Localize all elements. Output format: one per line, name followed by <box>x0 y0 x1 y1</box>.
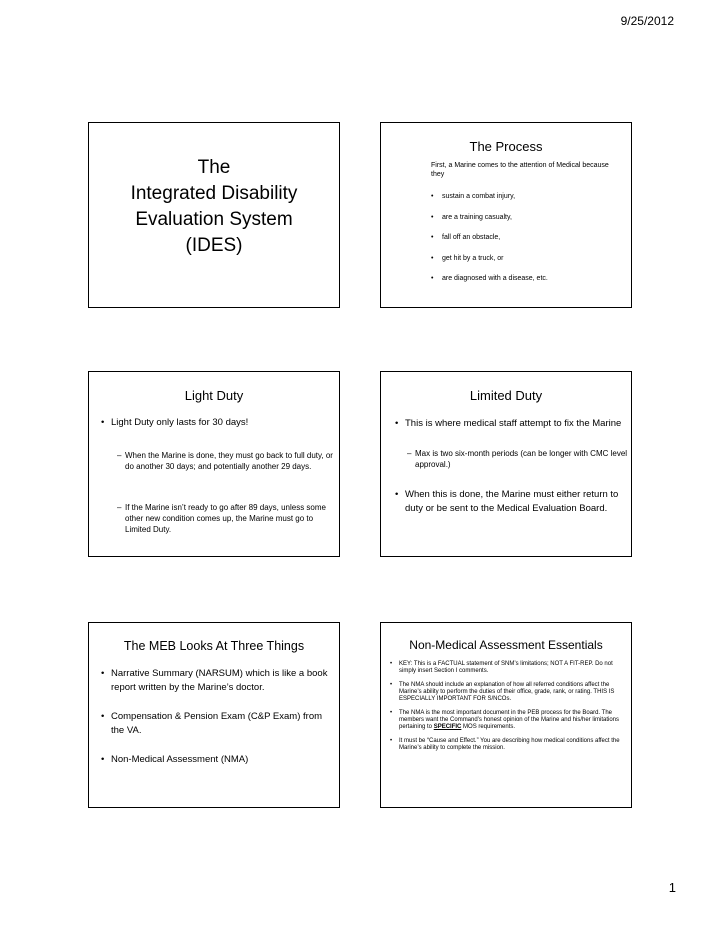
slide-ides-title <box>88 122 340 308</box>
list-item: • Narrative Summary (NARSUM) which is like a book report written by the Marine’s doctor. <box>101 667 333 695</box>
slide-nma-essentials <box>380 622 632 808</box>
title-line: Integrated Disability <box>130 183 298 204</box>
list-item: • The NMA should include an explanation of how all referred conditions affect the Marine’s ability to perform the duties of their office, grade, rank, or rating. THIS IS ESPECIALLY IMPORTANT FOR S/NCOs. <box>389 682 624 703</box>
slide-title: Limited Duty <box>469 388 543 403</box>
list-item: • Non-Medical Assessment (NMA) <box>101 753 333 767</box>
page-number: 1 <box>668 880 676 895</box>
sub-item: – When the Marine is done, they must go back to full duty, or do another 30 days; and potentially another 29 days. <box>117 450 335 472</box>
slide-title: Non-Medical Assessment Essentials <box>409 638 603 652</box>
list-item: • Compensation & Pension Exam (C&P Exam) from the VA. <box>101 710 333 738</box>
title-line: (IDES) <box>185 235 243 256</box>
list-item: • sustain a combat injury, <box>431 193 548 214</box>
list-item: • get hit by a truck, or <box>431 255 548 276</box>
header-date: 9/25/2012 <box>620 14 674 28</box>
bullet-list <box>431 193 548 296</box>
list-item: • When this is done, the Marine must either return to duty or be sent to the Medical Evaluation Board. <box>395 488 630 516</box>
slide-title: The Process <box>469 139 543 154</box>
slide-meb-three-things <box>88 622 340 808</box>
list-item: • Light Duty only lasts for 30 days! <box>101 417 340 428</box>
list-item: • KEY: This is a FACTUAL statement of SNM’s limitations; NOT A FIT-REP. Do not simply insert Section I comments. <box>389 661 624 675</box>
slide-the-process <box>380 122 632 308</box>
emphasis-text: SPECIFIC <box>433 724 462 730</box>
slide-title: The MEB Looks At Three Things <box>123 639 305 653</box>
bullet-list <box>389 661 624 759</box>
list-item: • This is where medical staff attempt to fix the Marine <box>395 417 630 431</box>
title-line: Evaluation System <box>135 209 293 230</box>
slide-title <box>89 155 339 259</box>
bullet-list <box>101 667 333 777</box>
list-item: • are a training casualty, <box>431 214 548 235</box>
list-item: • fall off an obstacle, <box>431 234 548 255</box>
list-item: • It must be “Cause and Effect.” You are describing how medical conditions affect the Marine’s ability to complete the mission. <box>389 738 624 752</box>
slide-limited-duty <box>380 371 632 557</box>
sub-item: – If the Marine isn’t ready to go after 89 days, unless some other new condition comes up, the Marine must go to Limited Duty. <box>117 502 335 535</box>
intro-text: First, a Marine comes to the attention of Medical because they <box>431 162 609 178</box>
list-item <box>389 710 624 731</box>
text-run: The NMA is the most important document in the PEB process for the Board. The members want the Command’s honest opinion of the Marine and his/her limitations pertaining to <box>399 710 620 730</box>
list-item: • are diagnosed with a disease, etc. <box>431 275 548 296</box>
text-run: MOS requirements. <box>461 724 516 730</box>
title-line: The <box>197 157 231 178</box>
slide-title: Light Duty <box>184 388 244 403</box>
slide-light-duty <box>88 371 340 557</box>
sub-item: – Max is two six-month periods (can be longer with CMC level approval.) <box>407 448 630 470</box>
